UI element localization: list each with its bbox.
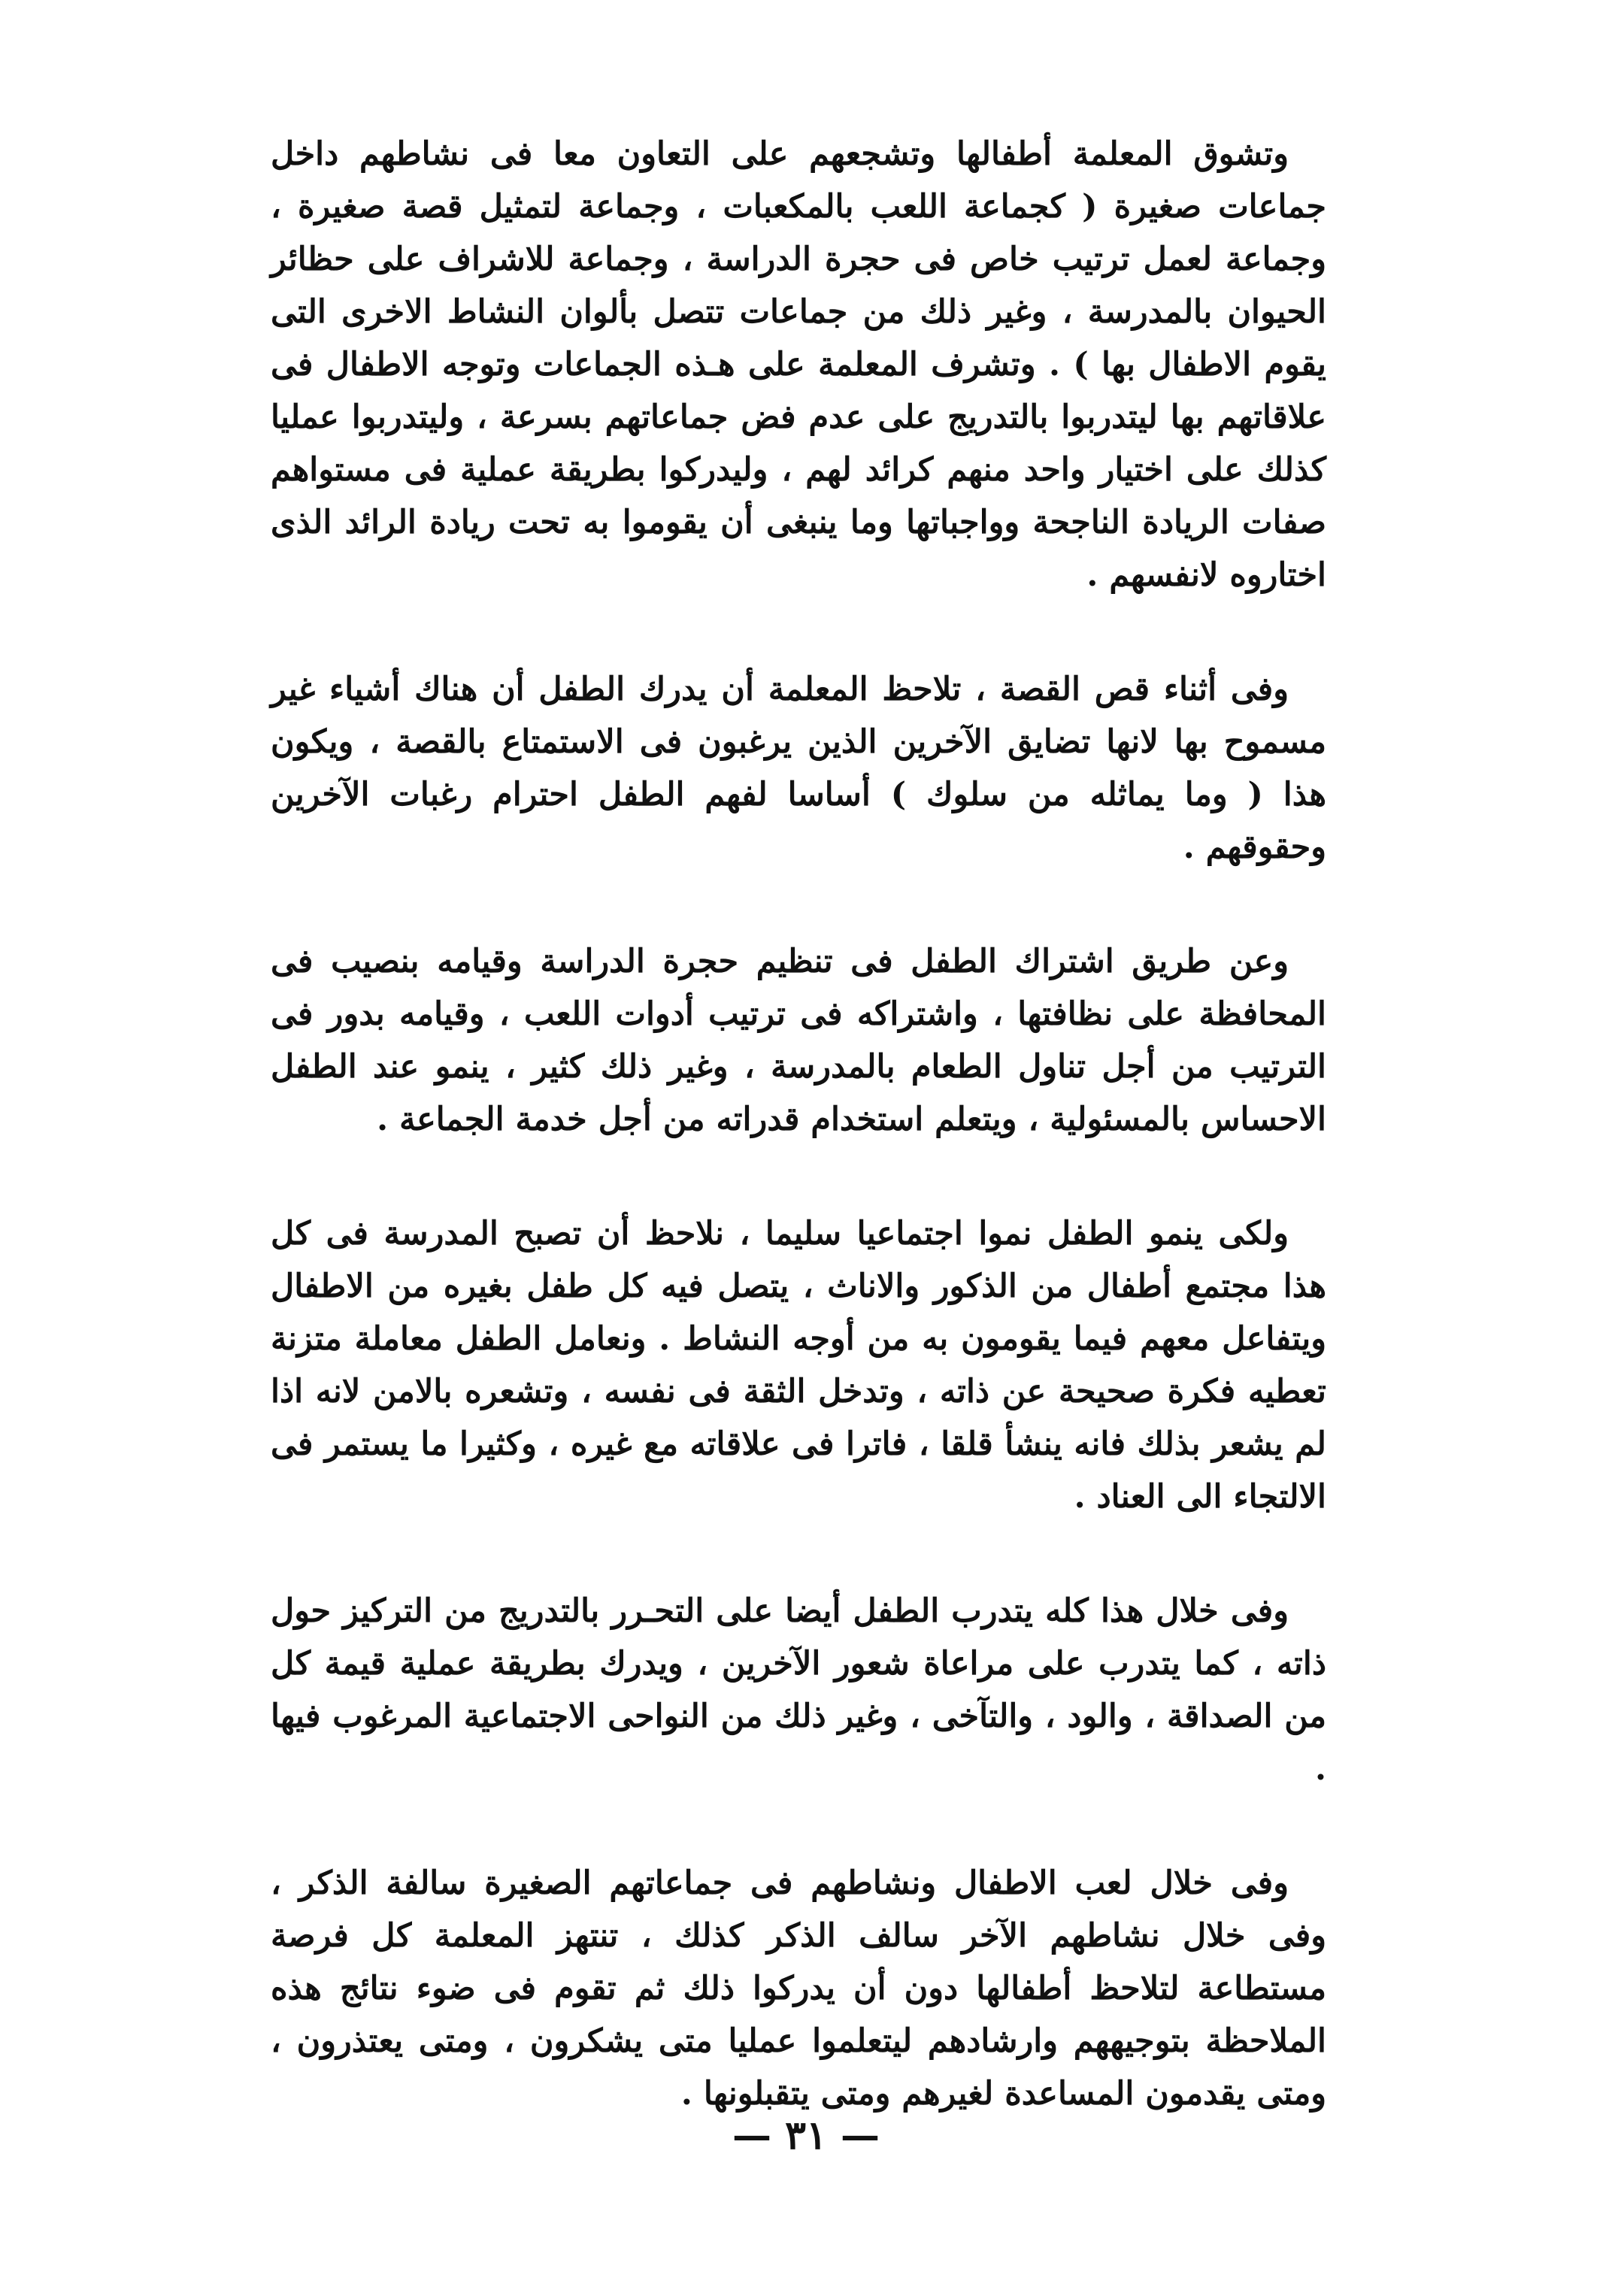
- paragraph-4: ولكى ينمو الطفل نموا اجتماعيا سليما ، نلاحظ أن تصبح المدرسة فى كل هذا مجتمع أطفال من الذكور والاناث ، يتصل فيه كل طفل بغيره من الاطفال ويتفاعل معهم فيما يقومون به من أوجه النشاط . ونعامل الطفل معاملة متزنة تعطيه فكرة صحيحة عن ذاته ، وتدخل الثقة فى نفسه ، وتشعره بالامن لانه اذا لم يشعر بذلك فانه ينشأ قلقا ، فاترا فى علاقاته مع غيره ، وكثيرا ما يستمر فى الالتجاء الى العناد .: [271, 1215, 1326, 1516]
- body-text: [271, 128, 1326, 2182]
- paragraph-3: وعن طريق اشتراك الطفل فى تنظيم حجرة الدراسة وقيامه بنصيب فى المحافظة على نظافتها ، واشتراكه فى ترتيب أدوات اللعب ، وقيامه بدور فى الترتيب من أجل تناول الطعام بالمدرسة ، وغير ذلك كثير ، ينمو عند الطفل الاحساس بالمسئولية ، ويتعلم استخدام قدراته من أجل خدمة الجماعة .: [271, 943, 1326, 1138]
- page-number: — ٣١ —: [732, 2113, 880, 2158]
- paragraph-6: وفى خلال لعب الاطفال ونشاطهم فى جماعاتهم الصغيرة سالفة الذكر ، وفى خلال نشاطهم الآخر سالف الذكر كذلك ، تنتهز المعلمة كل فرصة مستطاعة لتلاحظ أطفالها دون أن يدركوا ذلك ثم تقوم فى ضوء نتائج هذه الملاحظة بتوجيههم وارشادهم ليتعلموا عمليا متى يشكرون ، ومتى يعتذرون ، ومتى يقدمون المساعدة لغيرهم ومتى يتقبلونها .: [271, 1864, 1326, 2113]
- paragraph-1: وتشوق المعلمة أطفالها وتشجعهم على التعاون معا فى نشاطهم داخل جماعات صغيرة ( كجماعة اللعب بالمكعبات ، وجماعة لتمثيل قصة صغيرة ، وجماعة لعمل ترتيب خاص فى حجرة الدراسة ، وجماعة للاشراف على حظائر الحيوان بالمدرسة ، وغير ذلك من جماعات تتصل بألوان النشاط الاخرى التى يقوم الاطفال بها ) . وتشرف المعلمة على هـذه الجماعات وتوجه الاطفال فى علاقاتهم بها ليتدربوا بالتدريج على عدم فض جماعاتهم بسرعة ، وليتدربوا عمليا كذلك على اختيار واحد منهم كرائد لهم ، وليدركوا بطريقة عملية فى مستواهم صفات الريادة الناجحة وواجباتها وما ينبغى أن يقوموا به تحت ريادة الرائد الذى اختاروه لانفسهم .: [271, 135, 1326, 594]
- paragraph-2: وفى أثناء قص القصة ، تلاحظ المعلمة أن يدرك الطفل أن هناك أشياء غير مسموح بها لانها تضايق الآخرين الذين يرغبون فى الاستمتاع بالقصة ، ويكون هذا ( وما يماثله من سلوك ) أساسا لفهم الطفل احترام رغبات الآخرين وحقوقهم .: [271, 671, 1326, 866]
- paragraph-5: وفى خلال هذا كله يتدرب الطفل أيضا على التحـرر بالتدريج من التركيز حول ذاته ، كما يتدرب على مراعاة شعور الآخرين ، ويدرك بطريقة عملية قيمة كل من الصداقة ، والود ، والتآخى ، وغير ذلك من النواحى الاجتماعية المرغوب فيها .: [271, 1592, 1326, 1788]
